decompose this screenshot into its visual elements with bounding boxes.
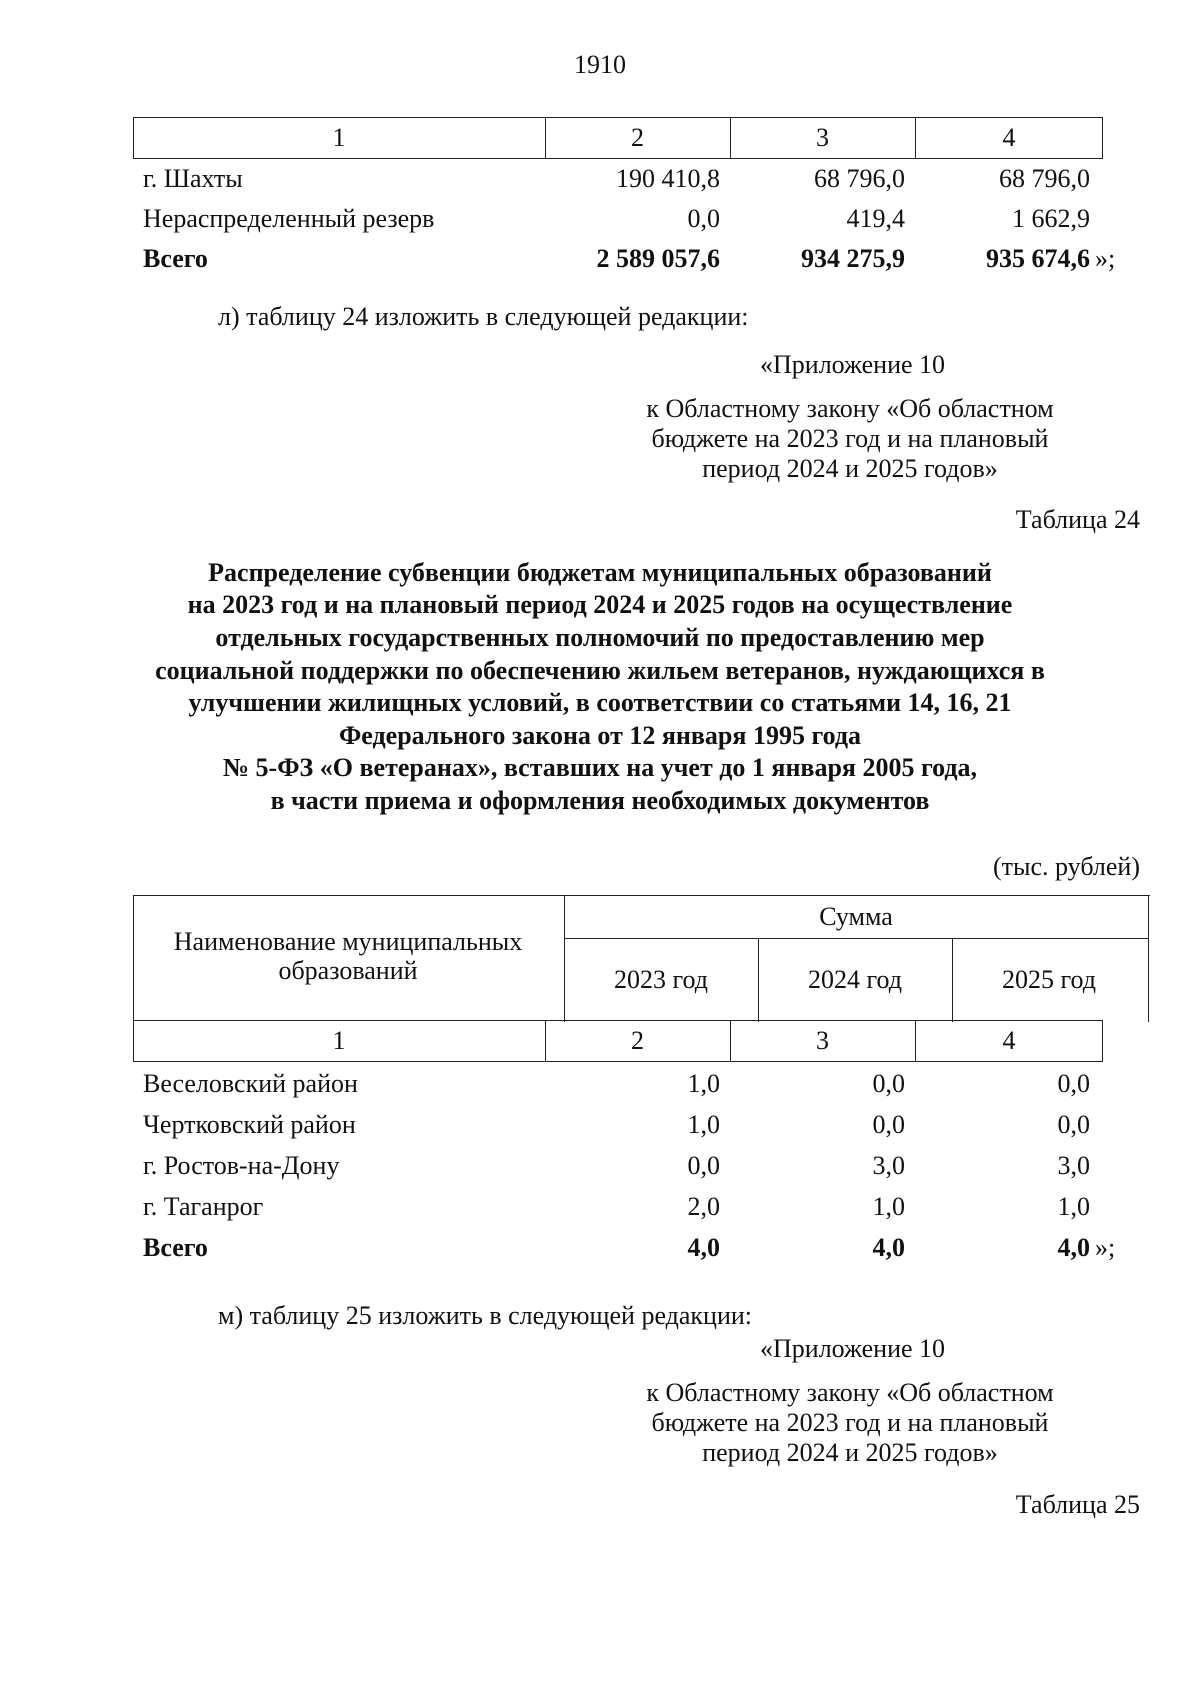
table-row-name: г. Ростов-на-Дону [143,1151,340,1180]
title-line: Распределение субвенции бюджетам муниципальных образований [208,558,992,587]
table-cell: 2,0 [687,1192,720,1221]
appendix-text: к Областному закону «Об областном [646,394,1054,423]
table-cell: 0,0 [1057,1069,1090,1098]
column-number-4: 4 [1002,1026,1016,1055]
table-cell: 0,0 [687,1151,720,1180]
column-number-3: 3 [816,1026,829,1055]
appendix-text: период 2024 и 2025 годов» [702,1438,998,1467]
total-label: Всего [143,244,208,273]
table-cell: 1,0 [1057,1192,1090,1221]
title-line: социальной поддержки по обеспечению жильем ветеранов, нуждающихся в [155,656,1045,685]
table-cell: 0,0 [687,204,720,233]
table-cell: 0,0 [872,1110,905,1139]
header-year-2024: 2024 год [808,965,902,994]
table-label: Таблица 24 [1015,505,1140,534]
column-number-2: 2 [631,1026,644,1055]
table-cell: 190 410,8 [616,164,720,193]
title-line: отдельных государственных полномочий по предоставлению мер [215,623,985,652]
total-cell: 934 275,9 [801,244,905,273]
table-cell: 0,0 [872,1069,905,1098]
table-cell: 3,0 [1057,1151,1090,1180]
column-number-1: 1 [332,123,346,152]
units-label: (тыс. рублей) [992,852,1140,881]
total-cell: 2 589 057,6 [596,244,720,273]
table-cell: 1,0 [872,1192,905,1221]
total-suffix: »; [1095,1233,1116,1262]
sum-underline [564,938,1148,939]
appendix-text: бюджете на 2023 год и на плановый [651,1408,1049,1437]
instruction-l: л) таблицу 24 изложить в следующей редакции: [218,302,749,331]
table-row-name: г. Шахты [143,164,243,193]
table-label: Таблица 25 [1015,1490,1140,1519]
header-year-2025: 2025 год [1002,965,1096,994]
table-cell: 68 796,0 [999,164,1090,193]
total-suffix: »; [1095,244,1116,273]
table-row-name: г. Таганрог [143,1192,264,1221]
page-number: 1910 [574,50,626,79]
table-cell: 1,0 [687,1110,720,1139]
column-number-4: 4 [1002,123,1016,152]
table-cell: 3,0 [872,1151,905,1180]
table-row-name: Веселовский район [143,1069,358,1098]
header-year-2023: 2023 год [614,965,708,994]
appendix-text: к Областному закону «Об областном [646,1378,1054,1407]
table-row-name: Чертковский район [143,1110,356,1139]
title-line: Федерального закона от 12 января 1995 года [338,721,862,750]
header-sum: Сумма [819,902,893,931]
appendix-text: бюджете на 2023 год и на плановый [651,424,1049,453]
total-cell: 4,0 [687,1233,720,1262]
instruction-m: м) таблицу 25 изложить в следующей редакции: [218,1301,753,1330]
column-number-2: 2 [631,123,644,152]
header-left-border [133,895,134,1022]
table-cell: 0,0 [1057,1110,1090,1139]
table-cell: 419,4 [846,204,905,233]
total-cell: 935 674,6 [986,244,1090,273]
header-name-column: Наименование муниципальных образований [173,927,523,985]
appendix-title: «Приложение 10 [760,1334,946,1363]
table-row-name: Нераспределенный резерв [143,204,435,233]
title-line: № 5-ФЗ «О ветеранах», вставших на учет до 1 января 2005 года, [222,753,978,782]
column-number-1: 1 [332,1026,346,1055]
header-top-border [133,895,1150,896]
total-cell: 4,0 [1057,1233,1090,1262]
title-line: в части приема и оформления необходимых документов [270,786,930,815]
appendix-text: период 2024 и 2025 годов» [702,454,998,483]
total-cell: 4,0 [872,1233,905,1262]
table-cell: 68 796,0 [814,164,905,193]
title-line: улучшении жилищных условий, в соответствии со статьями 14, 16, 21 [188,688,1012,717]
title-line: на 2023 год и на плановый период 2024 и 2025 годов на осуществление [187,590,1013,619]
table-cell: 1 662,9 [1012,204,1090,233]
appendix-title: «Приложение 10 [760,350,946,379]
header-right-border [1148,895,1149,1022]
column-number-3: 3 [816,123,829,152]
total-label: Всего [143,1233,208,1262]
table-cell: 1,0 [687,1069,720,1098]
